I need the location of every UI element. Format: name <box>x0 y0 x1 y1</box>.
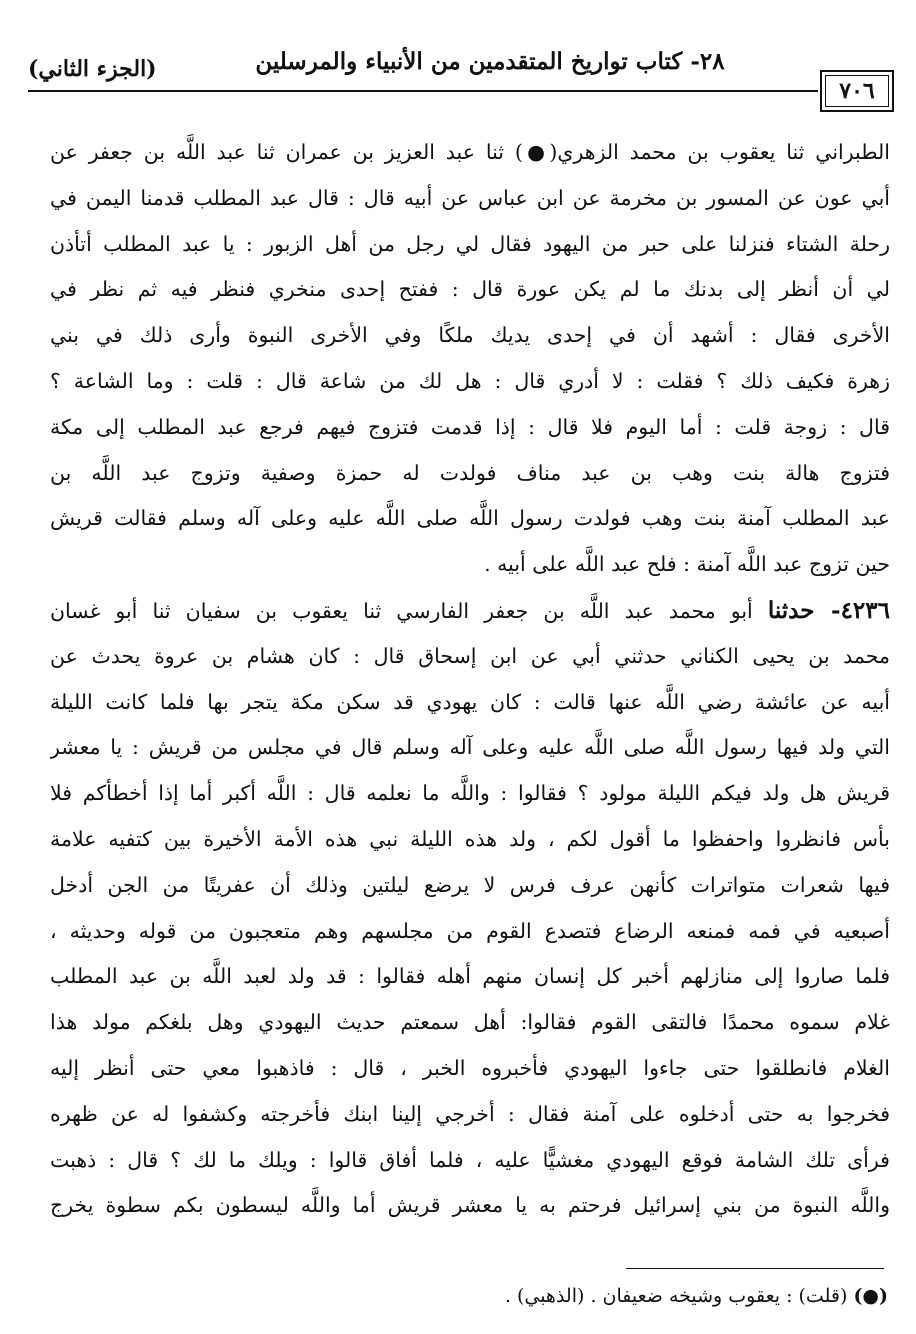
hadith-first-line-text: أبو محمد عبد اللَّه بن جعفر الفارسي ثنا يعقوب بن سفيان ثنا أبو غسان <box>50 598 753 623</box>
page-number: ٧٠٦ <box>825 75 889 107</box>
page-number-box <box>820 70 894 112</box>
footnote <box>300 1285 888 1307</box>
footnote-text: (قلت) : يعقوب وشيخه ضعيفان . (الذهبي) . <box>504 1285 848 1307</box>
text-line: رحلة الشتاء فنزلنا على حبر من اليهود فقال لي رجل من أهل الزبور : يا عبد المطلب أتأذن <box>50 231 890 256</box>
header-title: ٢٨- كتاب تواريخ المتقدمين من الأنبياء والمرسلين <box>255 48 725 75</box>
footnote-marker: (●) <box>853 1285 888 1307</box>
text-line: فخرجوا به حتى أدخلوه على آمنة فقال : أخرجي إلينا ابنك فأخرجته وكشفوا له عن ظهره <box>50 1101 890 1126</box>
text-line: واللَّه النبوة من بني إسرائيل فرحتم به يا معشر قريش أما واللَّه ليسطون بكم سطوة يخرج <box>50 1193 890 1218</box>
text-line: الطبراني ثنا يعقوب بن محمد الزهري(●) ثنا عبد العزيز بن عمران ثنا عبد اللَّه بن جعفر عن <box>50 140 890 164</box>
text-line: عبد المطلب آمنة بنت وهب فولدت رسول اللَّه صلى اللَّه عليه وعلى آله وسلم فقالت قريش <box>50 506 890 531</box>
text-line: الغلام فانطلقوا حتى جاءوا اليهودي فأخبروه الخبر ، قال : فاذهبوا معي حتى أنظر إليه <box>50 1055 890 1080</box>
text-line: زهرة فكيف ذلك ؟ فقلت : لا أدري قال : هل لك من شاعة قال : قلت : وما الشاعة ؟ <box>50 368 890 393</box>
text-line: فلما صاروا إلى منازلهم أخبر كل إنسان منهم أهله فقالوا : قد ولد لعبد اللَّه بن عبد المطلب <box>50 964 890 989</box>
text-line: محمد بن يحيى الكناني حدثني أبي عن ابن إسحاق قال : كان هشام بن عروة يحدث عن <box>50 643 890 668</box>
text-line: فيها شعرات متواترات كأنهن عرف فرس لا يرضع ليلتين وذلك أن عفريتًا من الجن أدخل <box>50 872 890 897</box>
text-line: بأس فانظروا واحفظوا ما أقول لكم ، ولد هذه الليلة نبي هذه الأمة الأخيرة بين كتفيه علامة <box>50 826 890 851</box>
text-line: قال : زوجة قلت : أما اليوم فلا قال : إذا قدمت فتزوج فيهم فرجع عبد المطلب إلى مكة <box>50 414 890 439</box>
text-line: حين تزوج عبد اللَّه آمنة : فلح عبد اللَّه على أبيه . <box>484 552 890 577</box>
hadith-number: ٤٢٣٦ <box>840 596 890 624</box>
header-volume: (الجزء الثاني) <box>28 56 157 82</box>
hadith-first-line <box>50 588 890 634</box>
body-text <box>50 130 890 1229</box>
text-line: أبي عون عن المسور بن مخرمة عن ابن عباس عن أبيه قال : قال عبد المطلب قدمنا اليمن في <box>50 185 890 210</box>
text-line: قريش هل ولد فيكم الليلة مولود ؟ فقالوا : واللَّه ما نعلمه قال : اللَّه أكبر أما إذا أخطأكم فلا <box>50 781 890 806</box>
hadith-lead: - حدثنا <box>767 596 841 624</box>
text-line: أبيه عن عائشة رضي اللَّه عنها قالت : كان يهودي قد سكن مكة يتجر بها فلما كانت الليلة <box>50 689 890 714</box>
text-line: التي ولد فيها رسول اللَّه صلى اللَّه عليه وعلى آله وسلم قال في مجلس من قريش : يا معشر <box>50 735 890 760</box>
footnote-divider <box>626 1268 884 1269</box>
text-line: فرأى تلك الشامة فوقع اليهودي مغشيًّا عليه ، فلما أفاق قالوا : ويلك ما لك ؟ قال : ذهبت <box>50 1147 890 1172</box>
text-line: غلام سموه محمدًا فالتقى القوم فقالوا: أهل سمعتم حديث اليهودي وهل بلغكم مولد هذا <box>50 1010 890 1035</box>
header-divider <box>28 90 818 92</box>
text-line: فتزوج هالة بنت وهب بن عبد مناف فولدت له حمزة وصفية وتزوج عبد اللَّه بن <box>50 460 890 485</box>
text-line: أصبعيه في فمه فمنعه الرضاع فتصدع القوم من مجلسهم وهم متعجبون من قوله وحديثه ، <box>50 918 890 943</box>
text-line: لي أن أنظر إلى بدنك ما لم يكن عورة قال : ففتح إحدى منخري فنظر فيه ثم نظر في <box>50 277 890 302</box>
text-line: الأخرى فقال : أشهد أن في إحدى يديك ملكًا وفي الأخرى النبوة وأرى ذلك في بني <box>50 323 890 348</box>
